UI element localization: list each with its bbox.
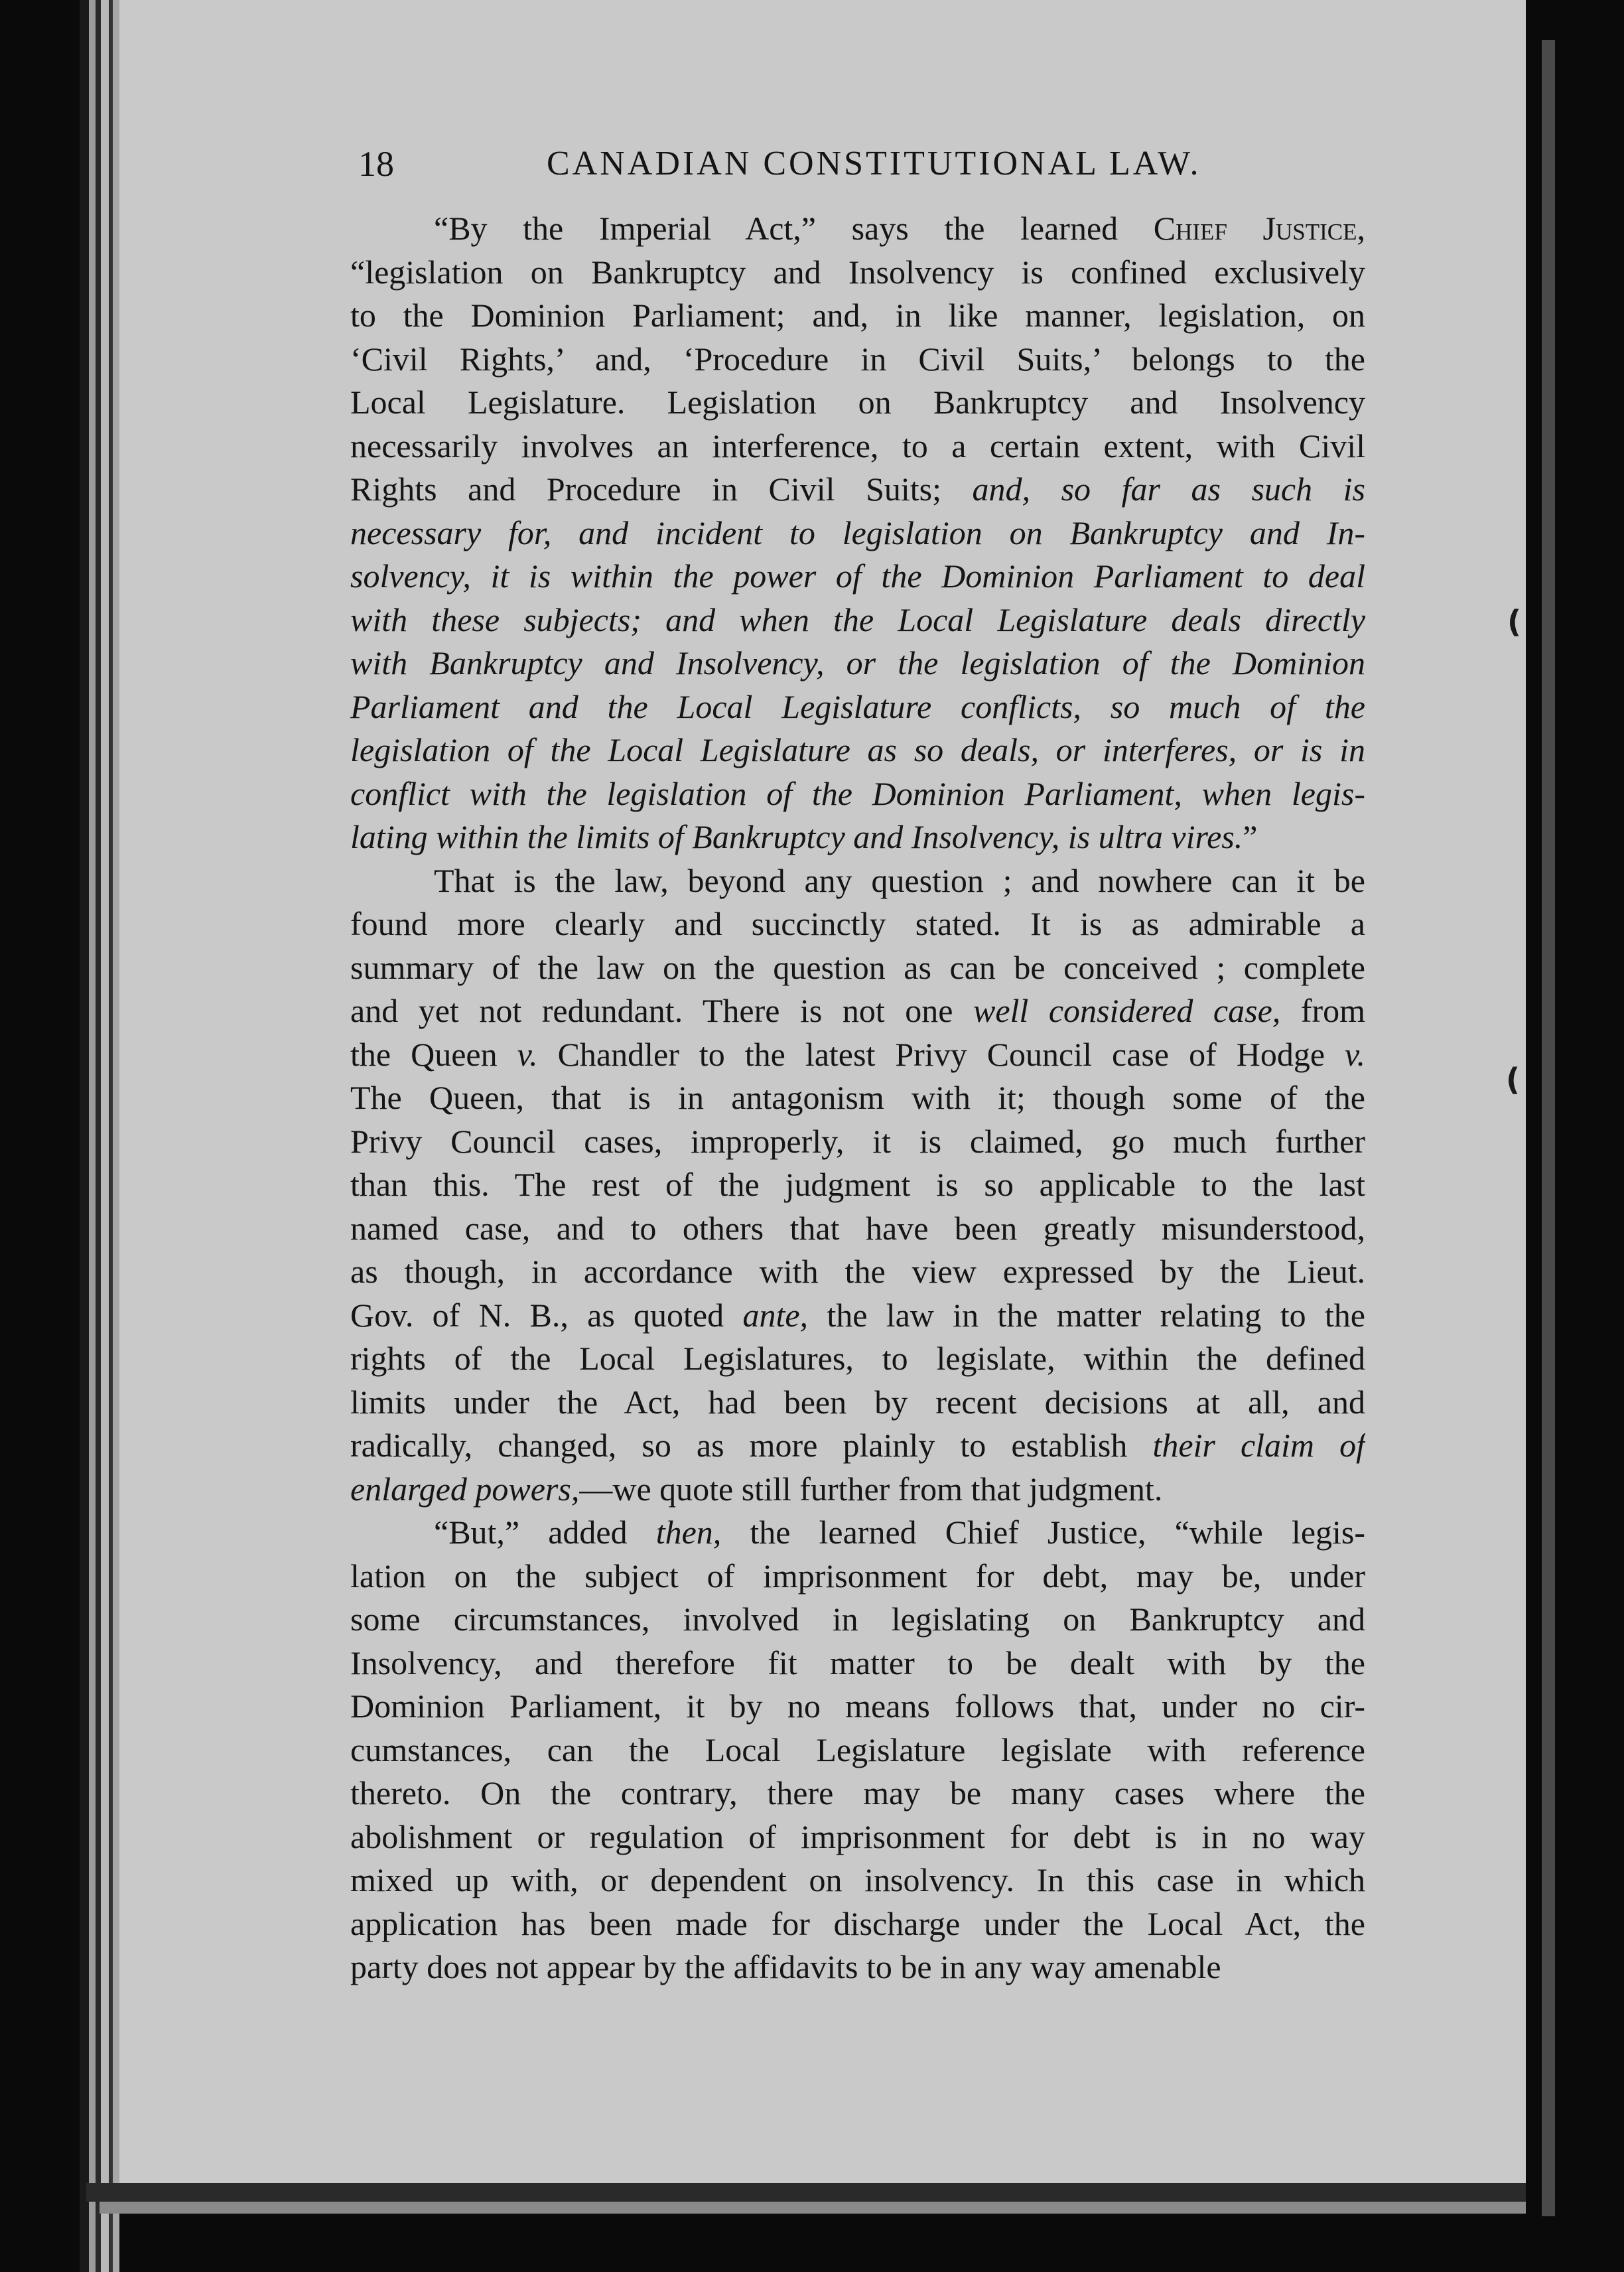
binding-gutter	[1526, 27, 1542, 2216]
text-line	[350, 902, 1365, 946]
italic-text: then,	[655, 1514, 722, 1551]
text-line	[350, 251, 1365, 295]
text-run: radically, changed, so as more plainly to establish	[350, 1427, 1153, 1464]
binding-thread-mark: (	[1507, 604, 1522, 640]
text-run: “legislation on Bankruptcy and Insolvency is confined exclusively	[350, 253, 1365, 291]
text-run: Insolvency, and therefore fit matter to be dealt with by the	[350, 1644, 1365, 1681]
text-line	[350, 989, 1365, 1033]
text-run: lation on the subject of imprisonment for debt, may be, under	[350, 1557, 1365, 1595]
text-run: abolishment or regulation of imprisonment for debt is in no way	[350, 1817, 1365, 1855]
text-run: Local Legislature. Legislation on Bankruptcy and Insolvency	[350, 384, 1365, 421]
text-run: to the Dominion Parliament; and, in like manner, legislation, on	[350, 297, 1365, 334]
text-line	[350, 1772, 1365, 1815]
text-run: than this. The rest of the judgment is so applicable to the last	[350, 1166, 1365, 1203]
italic-text: solvency, it is within the power of the Dominion Parliament to deal	[350, 557, 1365, 595]
text-line	[350, 1815, 1365, 1859]
text-run: thereto. On the contrary, there may be many cases where the	[350, 1774, 1365, 1811]
text-run: “But,” added	[434, 1514, 656, 1551]
text-line	[350, 1120, 1365, 1164]
body-text	[350, 207, 1365, 1989]
text-line	[350, 729, 1365, 772]
italic-text: legislation of the Local Legislature as so deals, or interferes, or is in	[350, 731, 1365, 768]
text-run: Gov. of N. B., as quoted	[350, 1296, 743, 1334]
paragraph	[350, 207, 1365, 859]
text-line	[350, 1902, 1365, 1946]
text-line	[350, 555, 1365, 599]
text-run: some circumstances, involved in legislating on Bankruptcy and	[350, 1600, 1365, 1638]
paragraph	[350, 1511, 1365, 1989]
text-run: cumstances, can the Local Legislature legislate with reference	[350, 1731, 1365, 1768]
text-run: the Queen	[350, 1035, 517, 1073]
text-line	[350, 1859, 1365, 1902]
italic-text: necessary for, and incident to legislation on Bankruptcy and In-	[350, 514, 1365, 551]
binding-gutter	[1542, 40, 1555, 2216]
page-edge	[80, 0, 89, 2272]
italic-text: ante,	[742, 1296, 809, 1334]
binding-thread-mark: (	[1506, 1062, 1521, 1098]
text-line	[350, 1424, 1365, 1468]
italic-text: well considered case,	[973, 992, 1281, 1029]
text-run: party does not appear by the affidavits to be in any way amenable	[350, 1948, 1221, 1985]
text-line	[350, 1250, 1365, 1294]
text-line	[350, 1381, 1365, 1425]
text-run: Chandler to the latest Privy Council case of Hodge	[537, 1035, 1345, 1073]
text-line	[350, 1033, 1365, 1077]
text-line	[350, 1555, 1365, 1598]
text-run: rights of the Local Legislatures, to legislate, within the defined	[350, 1340, 1365, 1377]
italic-text: with Bankruptcy and Insolvency, or the legislation of the Dominion	[350, 644, 1365, 681]
italic-text: with these subjects; and when the Local Legislature deals directly	[350, 601, 1365, 638]
page-edge	[101, 0, 109, 2272]
page-number: 18	[358, 144, 394, 184]
page-bottom-edge	[86, 2183, 1532, 2202]
text-run: That is the law, beyond any question ; and nowhere can it be	[434, 861, 1365, 899]
page-edge	[113, 0, 119, 2272]
italic-text: v.	[1345, 1035, 1365, 1073]
text-run: from	[1280, 992, 1365, 1029]
text-run: the law in the matter relating to the	[808, 1296, 1365, 1334]
text-line	[350, 642, 1365, 685]
text-run: and yet not redundant. There is not one	[350, 992, 973, 1029]
text-line	[350, 1598, 1365, 1642]
running-title: CANADIAN CONSTITUTIONAL LAW.	[547, 145, 1201, 182]
page-edge	[89, 0, 96, 2272]
text-run: “By the Imperial Act,” says the learned	[434, 210, 1154, 247]
italic-text: v.	[517, 1035, 538, 1073]
text-line	[350, 1946, 1365, 1989]
small-caps-text: Chief Justice,	[1153, 210, 1365, 247]
text-line	[350, 338, 1365, 382]
text-line	[350, 946, 1365, 990]
italic-text: conflict with the legislation of the Dominion Parliament, when legis-	[350, 774, 1365, 812]
text-line	[350, 772, 1365, 816]
text-run: found more clearly and succinctly stated. It is as admirable a	[350, 905, 1365, 942]
text-run: limits under the Act, had been by recent decisions at all, and	[350, 1383, 1365, 1421]
text-line	[350, 599, 1365, 642]
text-run: ”	[1243, 818, 1258, 855]
text-line	[350, 1076, 1365, 1120]
text-line	[350, 1337, 1365, 1381]
italic-text: and, so far as such is	[972, 470, 1365, 508]
text-line	[350, 1511, 1365, 1555]
text-line	[350, 1685, 1365, 1729]
text-run: Dominion Parliament, it by no means follows that, under no cir-	[350, 1687, 1365, 1725]
paragraph	[350, 859, 1365, 1512]
text-line	[350, 381, 1365, 425]
italic-text: enlarged powers,	[350, 1470, 580, 1508]
italic-text: lating within the limits of Bankruptcy and Insolvency, is ultra vires.	[350, 818, 1243, 855]
text-line	[350, 859, 1365, 903]
text-run: mixed up with, or dependent on insolvency. In this case in which	[350, 1861, 1365, 1898]
text-line	[350, 512, 1365, 555]
text-run: ‘Civil Rights,’ and, ‘Procedure in Civil Suits,’ belongs to the	[350, 340, 1365, 378]
text-line	[350, 1642, 1365, 1685]
text-run: the learned Chief Justice, “while legis-	[721, 1514, 1365, 1551]
text-line	[350, 816, 1365, 859]
text-line	[350, 425, 1365, 468]
text-line	[350, 1163, 1365, 1207]
text-line	[350, 1468, 1365, 1512]
text-run: necessarily involves an interference, to a certain extent, with Civil	[350, 427, 1365, 464]
italic-text: their claim of	[1152, 1427, 1365, 1464]
text-run: The Queen, that is in antagonism with it; though some of the	[350, 1079, 1365, 1116]
text-line	[350, 1207, 1365, 1251]
text-run: named case, and to others that have been greatly misunderstood,	[350, 1209, 1365, 1247]
text-run: Privy Council cases, improperly, it is claimed, go much further	[350, 1122, 1365, 1160]
italic-text: Parliament and the Local Legislature conflicts, so much of the	[350, 687, 1365, 725]
text-run: —we quote still further from that judgment.	[579, 1470, 1163, 1508]
text-line	[350, 294, 1365, 338]
text-run: application has been made for discharge under the Local Act, the	[350, 1904, 1365, 1942]
page-bottom-edge	[100, 2202, 1526, 2214]
text-line	[350, 685, 1365, 729]
text-line	[350, 1729, 1365, 1772]
page-header	[358, 141, 1201, 187]
text-line	[350, 468, 1365, 512]
text-line	[350, 1294, 1365, 1338]
text-run: as though, in accordance with the view expressed by the Lieut.	[350, 1253, 1365, 1290]
text-line	[350, 207, 1365, 251]
text-run: summary of the law on the question as can be conceived ; complete	[350, 948, 1365, 986]
page-edge	[96, 0, 101, 2272]
text-run: Rights and Procedure in Civil Suits;	[350, 470, 973, 508]
